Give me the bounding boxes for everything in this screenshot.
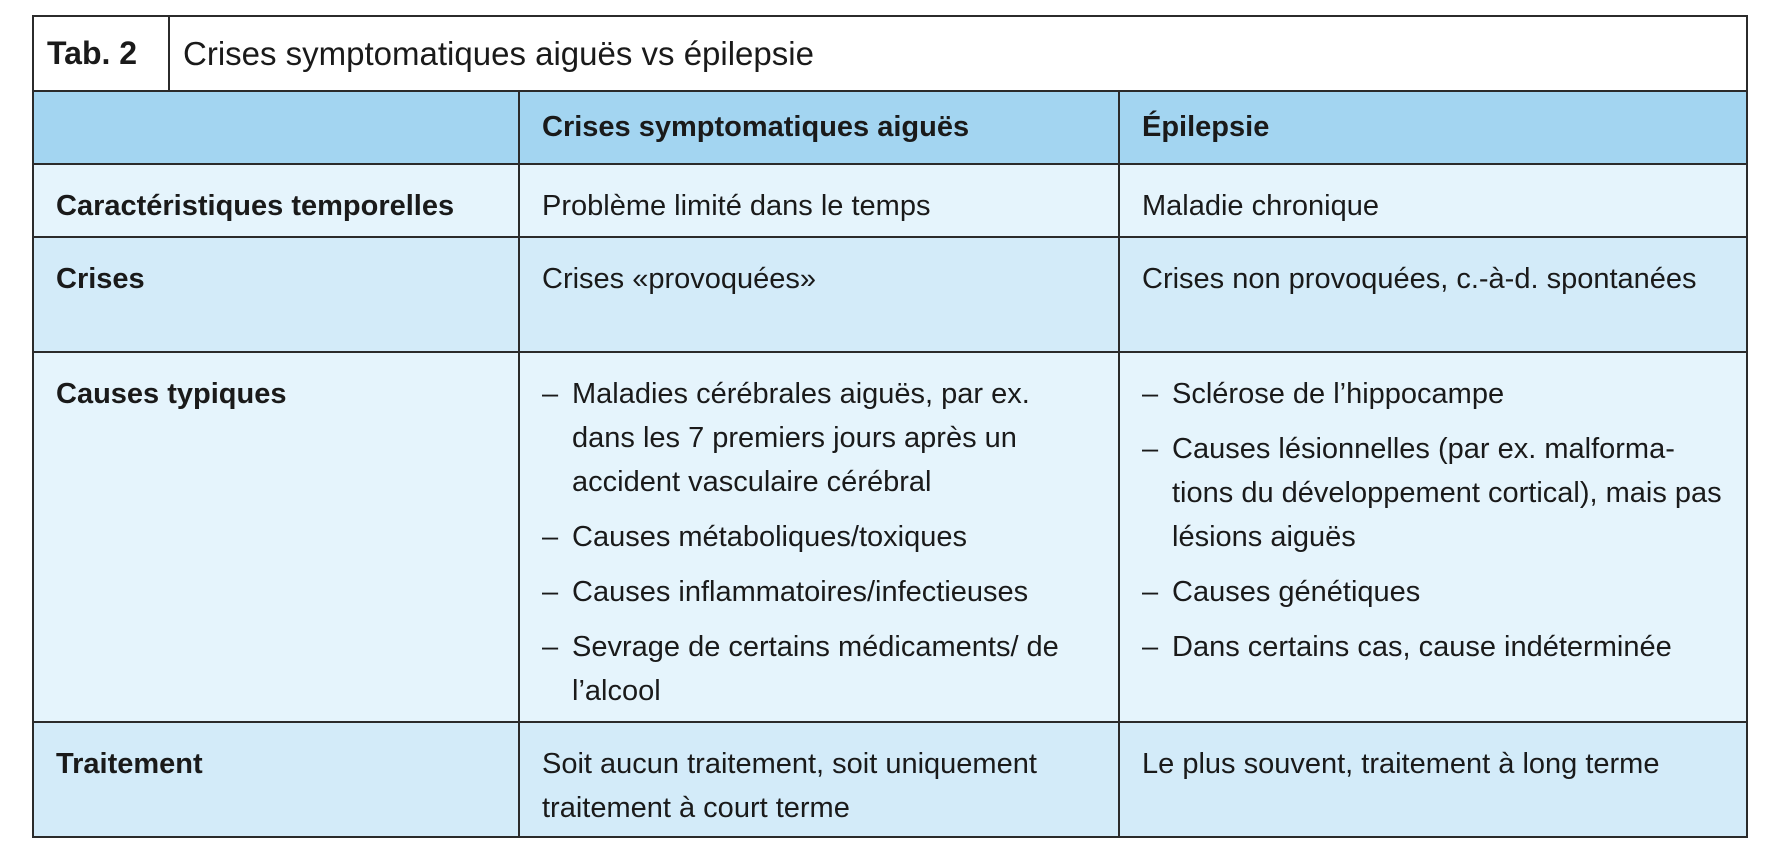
list-item-text: Causes métaboliques/toxiques (572, 521, 967, 553)
list-item (542, 625, 1096, 713)
acute-cell: Crises «provoquées» (520, 238, 1120, 351)
acute-cell: Soit aucun traitement, soit uniquement traitement à court terme (520, 723, 1120, 836)
list-item (1142, 372, 1724, 416)
list-item-text: Maladies cérébrales aiguës, par ex. dans les 7 premiers jours après un accident vasculaire cérébral (572, 378, 1030, 498)
list-item-text: Causes génétiques (1172, 576, 1421, 608)
header-cell-acute: Crises symptomatiques aiguës (520, 92, 1120, 163)
list-item (1142, 625, 1724, 669)
comparison-table (32, 15, 1748, 838)
epilepsy-cell: Maladie chronique (1142, 190, 1379, 222)
epilepsy-cell (1120, 353, 1746, 721)
acute-causes-list (542, 372, 1096, 713)
row-label: Traitement (34, 723, 520, 836)
dash-bullet: – (542, 576, 559, 608)
dash-bullet: – (1142, 631, 1159, 663)
table-row-treatment (34, 723, 1746, 836)
table-title-row (34, 17, 1746, 92)
acute-cell: Problème limité dans le temps (520, 165, 1120, 236)
list-item (542, 515, 1096, 559)
dash-bullet: – (542, 631, 559, 663)
dash-bullet: – (1142, 433, 1159, 465)
table-row-seizures (34, 238, 1746, 353)
table-header-row (34, 92, 1746, 165)
list-item (542, 372, 1096, 504)
table-title: Crises symptomatiques aiguës vs épilepsie (183, 34, 814, 72)
list-item-text: Causes inflammatoires/infectieuses (572, 576, 1029, 608)
list-item (1142, 427, 1724, 559)
dash-bullet: – (1142, 576, 1159, 608)
acute-cell (520, 353, 1120, 721)
list-item (1142, 570, 1724, 614)
table-row-temporal (34, 165, 1746, 238)
dash-bullet: – (542, 521, 559, 553)
row-label: Caractéristiques temporelles (34, 165, 520, 236)
list-item-text: Sclérose de l’hippocampe (1172, 378, 1505, 410)
header-cell-epilepsy: Épilepsie (1142, 111, 1270, 143)
list-item-text: Causes lésionnelles (par ex. malformations du développement cortical), mais pas lésions aiguës (1172, 433, 1722, 553)
row-label: Causes typiques (34, 353, 520, 721)
epilepsy-cell: Le plus souvent, traitement à long terme (1142, 748, 1660, 780)
table-row-causes (34, 353, 1746, 723)
row-label: Crises (34, 238, 520, 351)
dash-bullet: – (542, 378, 559, 410)
epilepsy-causes-list (1142, 372, 1724, 669)
epilepsy-cell: Crises non provoquées, c.-à-d. spontanées (1142, 263, 1697, 295)
list-item (542, 570, 1096, 614)
list-item-text: Sevrage de certains médicaments/ de l’alcool (572, 631, 1059, 707)
list-item-text: Dans certains cas, cause indéterminée (1172, 631, 1672, 663)
header-cell-empty (34, 92, 520, 163)
dash-bullet: – (1142, 378, 1159, 410)
table-number: Tab. 2 (34, 17, 170, 90)
